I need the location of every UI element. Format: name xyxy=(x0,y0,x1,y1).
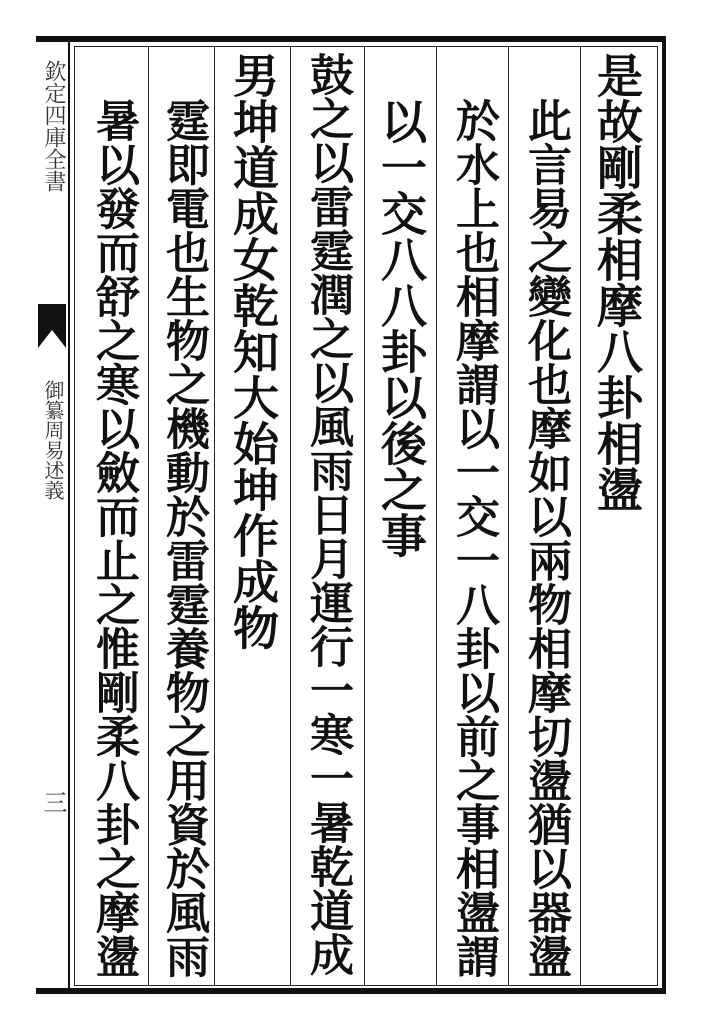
page-number: 三 xyxy=(39,790,67,814)
text-column-3: 於水上也相摩謂以一交一八卦以前之事相盪謂 xyxy=(448,98,499,978)
fishtail-mark xyxy=(36,300,68,352)
book-title: 欽定四庫全書 xyxy=(41,60,66,192)
chapter-title: 御纂周易述義 xyxy=(41,380,65,500)
column-rule xyxy=(290,46,291,986)
text-column-6: 男坤道成女乾知大始坤作成物 xyxy=(226,52,280,650)
text-column-8: 暑以發而舒之寒以斂而止之惟剛柔八卦之摩盪 xyxy=(88,98,139,978)
text-column-7: 霆即電也生物之機動於雷霆養物之用資於風雨 xyxy=(158,98,209,978)
column-rule xyxy=(148,46,149,986)
text-column-2: 此言易之變化也摩如以兩物相摩切盪猶以器盪 xyxy=(520,98,571,978)
text-column-4: 以一交八八卦以後之事 xyxy=(374,98,428,558)
column-rule xyxy=(436,46,437,986)
text-column-1: 是故剛柔相摩八卦相盪 xyxy=(590,52,644,512)
column-rule xyxy=(364,46,365,986)
column-rule xyxy=(508,46,509,986)
text-column-5: 鼓之以雷霆潤之以風雨日月運行一寒一暑乾道成 xyxy=(302,52,353,976)
column-rule xyxy=(580,46,581,986)
